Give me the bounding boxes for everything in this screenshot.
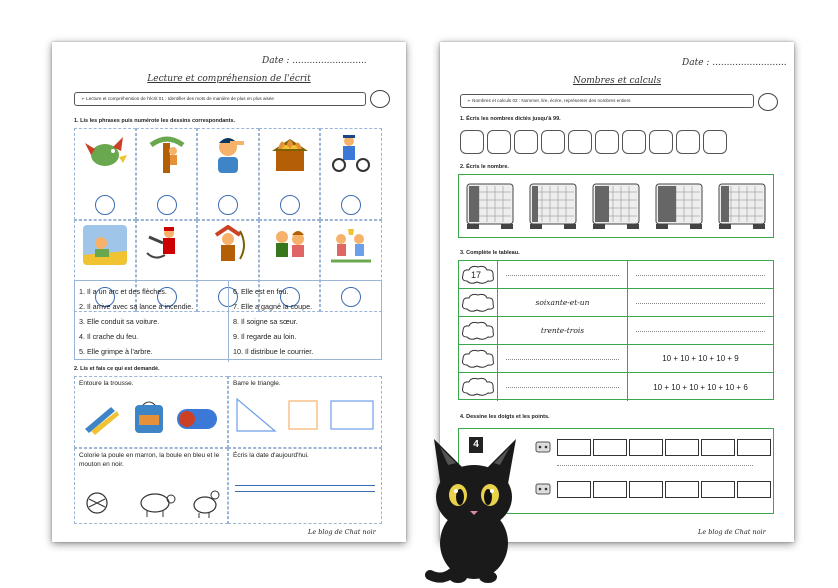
postman-bike-icon [329, 133, 373, 173]
sentence: 2. Il arrive avec sa lance à incendie. [79, 302, 194, 311]
words-cell: soixante-et-un [497, 289, 627, 316]
sum-cell[interactable] [627, 261, 773, 288]
objective-box [74, 92, 366, 106]
sentence: 5. Elle grimpe à l'arbre. [79, 347, 153, 356]
answer-circle[interactable] [95, 195, 115, 215]
finger-box[interactable] [665, 481, 699, 498]
school-items-icon[interactable] [81, 399, 221, 439]
finger-boxes-row [557, 481, 771, 498]
task-colour [74, 448, 228, 524]
sentences-column [75, 281, 228, 362]
footer-signature: Le blog de Chat noir [698, 528, 766, 536]
task-instruction: Barre le triangle. [233, 380, 281, 387]
shapes-icon[interactable] [235, 397, 379, 433]
objective-box [460, 94, 754, 108]
section-3-title: 3. Complète le tableau. [460, 250, 520, 256]
words-cell[interactable] [497, 345, 627, 372]
cloud-cell [459, 261, 497, 288]
answer-circle[interactable] [157, 195, 177, 215]
sentence: 10. Il distribue le courrier. [233, 347, 314, 356]
finger-box[interactable] [557, 481, 591, 498]
writing-line[interactable] [235, 491, 375, 492]
sentence: 8. Il soigne sa sœur. [233, 317, 298, 326]
sentences-table [74, 280, 382, 360]
finger-box[interactable] [593, 439, 627, 456]
cloud-icon [461, 349, 495, 369]
woman-driving-car-icon [83, 225, 127, 265]
firefighter-hose-icon [145, 225, 189, 265]
table-row [459, 373, 773, 401]
girl-climbing-tree-icon [145, 133, 189, 173]
boy-looking-far-icon [206, 133, 250, 173]
task-instruction: Entoure la trousse. [79, 380, 134, 387]
girl-winning-cup-icon [329, 225, 373, 265]
worksheet-title: Lecture et compréhension de l'écrit [147, 74, 311, 84]
animals-and-ball-icon[interactable] [79, 485, 225, 519]
cloud-cell[interactable] [459, 317, 497, 344]
number-cube-icon [654, 182, 704, 230]
number-cube-icon [591, 182, 641, 230]
die-icon [535, 483, 551, 495]
picture-cell [136, 128, 198, 220]
nurse-care-icon [268, 225, 312, 265]
number-box[interactable] [460, 130, 484, 154]
number-box[interactable] [541, 130, 565, 154]
cloud-cell[interactable] [459, 345, 497, 372]
arrow-bullet-icon: ➢ [467, 98, 473, 103]
sentence: 1. Il a un arc et des flèches. [79, 287, 167, 296]
section-1-title: 1. Écris les nombres dictés jusqu'à 99. [460, 116, 561, 122]
number-box[interactable] [649, 130, 673, 154]
number-badge: 4 [469, 437, 483, 453]
black-cat-icon [412, 425, 530, 585]
sum-cell[interactable] [627, 317, 773, 344]
abacus-exercise [458, 174, 774, 238]
task-instruction: Écris la date d'aujourd'hui. [233, 452, 309, 459]
sentence: 9. Il regarde au loin. [233, 332, 297, 341]
sum-cell: 10 + 10 + 10 + 10 + 9 [627, 345, 773, 372]
sentences-column [228, 281, 381, 362]
section-1-title: 1. Lis les phrases puis numérote les dessins correspondants. [74, 118, 236, 124]
cloud-number: 17 [471, 269, 482, 280]
dictation-boxes [460, 130, 727, 154]
finger-box[interactable] [737, 439, 771, 456]
task-pencil-case [74, 376, 228, 448]
number-cube-icon [717, 182, 767, 230]
number-box[interactable] [514, 130, 538, 154]
number-box[interactable] [568, 130, 592, 154]
arrow-bullet-icon: ➢ [81, 96, 87, 101]
table-row [459, 345, 773, 373]
number-box[interactable] [595, 130, 619, 154]
finger-box[interactable] [593, 481, 627, 498]
date-label: Date : .......................... [682, 58, 787, 68]
sum-cell: 10 + 10 + 10 + 10 + 10 + 6 [627, 373, 773, 401]
complete-table [458, 260, 774, 400]
objective-text: Lecture et compréhension de l'écrit 01 : Identifier des mots de manière de plus en plus aisée [86, 96, 274, 101]
writing-line[interactable] [235, 485, 375, 486]
footer-signature: Le blog de Chat noir [308, 528, 376, 536]
number-box[interactable] [622, 130, 646, 154]
section-2-title: 2. Écris le nombre. [460, 164, 509, 170]
sentence: 3. Elle conduit sa voiture. [79, 317, 160, 326]
cloud-cell[interactable] [459, 373, 497, 401]
finger-box[interactable] [629, 439, 663, 456]
number-box[interactable] [676, 130, 700, 154]
finger-box[interactable] [629, 481, 663, 498]
finger-boxes-row [557, 439, 771, 456]
worksheet-title: Nombres et calculs [572, 76, 662, 86]
number-cube-icon [465, 182, 515, 230]
words-cell: trente-trois [497, 317, 627, 344]
sentence: 7. Elle a gagné la coupe. [233, 302, 313, 311]
words-cell[interactable] [497, 261, 627, 288]
dragon-icon [83, 133, 127, 173]
cloud-cell[interactable] [459, 289, 497, 316]
evaluation-circle [758, 93, 778, 111]
section-2-title: 2. Lis et fais ce qui est demandé. [74, 366, 160, 372]
table-row [459, 317, 773, 345]
finger-box[interactable] [557, 439, 591, 456]
picture-cell [197, 128, 259, 220]
finger-box[interactable] [737, 481, 771, 498]
sentence: 6. Elle est en feu. [233, 287, 289, 296]
task-triangle [228, 376, 382, 448]
reading-worksheet [52, 42, 406, 542]
sentence: 4. Il crache du feu. [79, 332, 139, 341]
picture-cell [259, 128, 321, 220]
tasks-grid [74, 376, 382, 524]
answer-circle[interactable] [341, 195, 361, 215]
answer-circle[interactable] [218, 195, 238, 215]
task-instruction: Colorie la poule en marron, la boule en bleu et le mouton en noir. [79, 452, 220, 468]
number-cube-icon [528, 182, 578, 230]
task-date [228, 448, 382, 524]
cloud-icon [461, 293, 495, 313]
sum-cell[interactable] [627, 289, 773, 316]
picture-cell [74, 128, 136, 220]
finger-box[interactable] [701, 439, 735, 456]
date-label: Date : .......................... [262, 56, 367, 66]
objective-text: Nombres et calculs 02 : Nommer, lire, écrire, représenter des nombres entiers [472, 98, 631, 103]
picture-cell [320, 128, 382, 220]
evaluation-circle [370, 90, 390, 108]
table-row [459, 289, 773, 317]
native-archer-icon [206, 225, 250, 265]
number-box[interactable] [703, 130, 727, 154]
separator-line [557, 465, 753, 466]
number-box[interactable] [487, 130, 511, 154]
finger-box[interactable] [701, 481, 735, 498]
section-4-title: 4. Dessine les doigts et les points. [460, 414, 550, 420]
cloud-icon [461, 321, 495, 341]
die-icon [535, 441, 551, 453]
table-row [459, 261, 773, 289]
finger-box[interactable] [665, 439, 699, 456]
cloud-icon [461, 377, 495, 397]
house-on-fire-icon [268, 133, 312, 173]
words-cell[interactable] [497, 373, 627, 401]
answer-circle[interactable] [280, 195, 300, 215]
